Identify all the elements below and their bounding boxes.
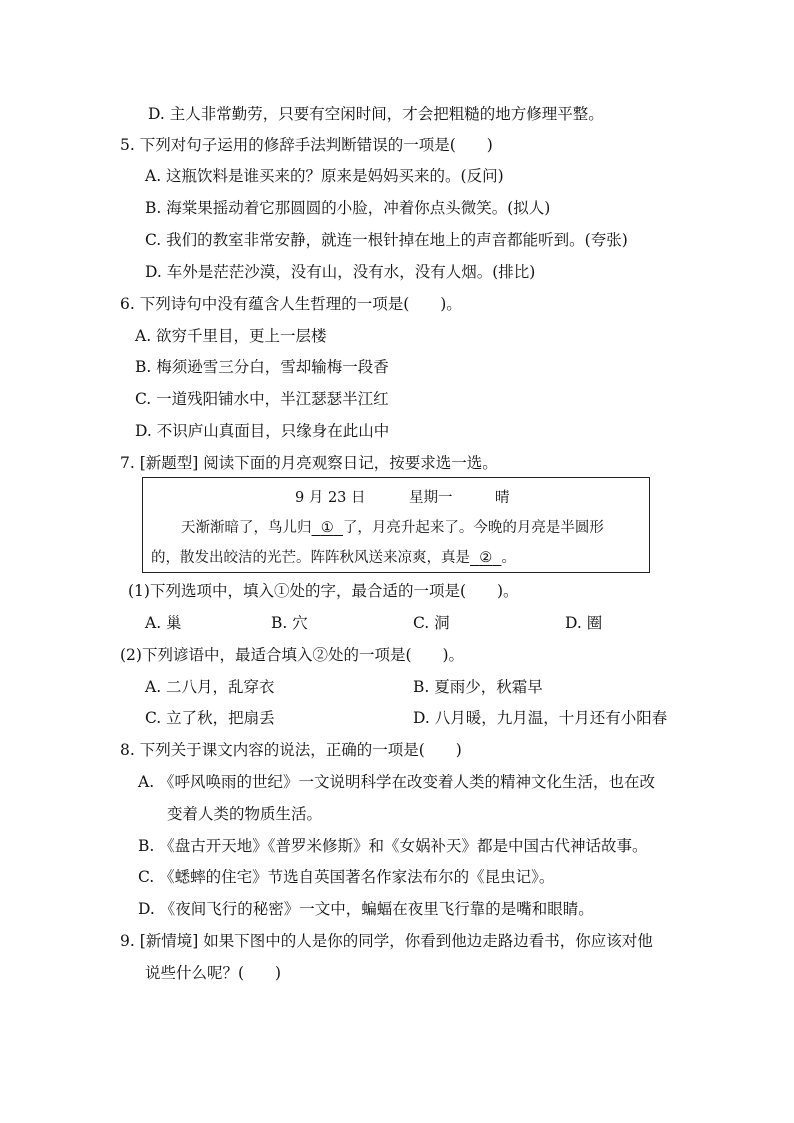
diary-weather: 晴 [495, 490, 510, 506]
diary-text: 天渐渐暗了，鸟儿归 [181, 520, 312, 536]
q6-stem: 6. 下列诗句中没有蕴含人生哲理的一项是( )。 [120, 295, 462, 313]
q7-sub2-option-b: B. 夏雨少，秋霜早 [413, 678, 543, 696]
q5-option-c: C. 我们的教室非常安静，就连一根针掉在地上的声音都能听到。(夸张) [145, 231, 628, 249]
diary-date: 9 月 23 日 [295, 490, 366, 506]
diary-blank-2: ② [479, 550, 493, 566]
q8-stem: 8. 下列关于课文内容的说法，正确的一项是( ) [120, 741, 462, 759]
q7-sub2-option-c: C. 立了秋，把扇丢 [145, 709, 275, 727]
q7-sub1-option-a: A. 巢 [145, 614, 182, 632]
q6-option-c: C. 一道残阳铺水中，半江瑟瑟半江红 [135, 390, 389, 408]
q4-option-d: D. 主人非常勤劳，只要有空闲时间，才会把粗糙的地方修理平整。 [148, 105, 604, 123]
q7-sub1-stem: (1)下列选项中，填入①处的字，最合适的一项是( )。 [128, 582, 519, 600]
q6-option-d: D. 不识庐山真面目，只缘身在此山中 [135, 422, 390, 440]
q7-stem: 7. [新题型] 阅读下面的月亮观察日记，按要求选一选。 [120, 454, 498, 472]
diary-line-1 [181, 518, 604, 538]
q8-option-b: B. 《盘古开天地》《普罗米修斯》和《女娲补天》都是中国古代神话故事。 [138, 837, 648, 855]
diary-blank-1: ① [320, 520, 334, 536]
q8-option-d: D. 《夜间飞行的秘密》一文中，蝙蝠在夜里飞行靠的是嘴和眼睛。 [138, 900, 594, 918]
q9-stem-line2: 说些什么呢？( ) [145, 964, 282, 982]
q7-sub1-option-c: C. 洞 [413, 614, 450, 632]
moon-diary-box [142, 477, 650, 573]
q6-option-b: B. 梅须逊雪三分白，雪却输梅一段香 [135, 358, 389, 376]
diary-weekday: 星期一 [409, 490, 453, 506]
q8-option-a-line2: 变着人类的物质生活。 [167, 805, 323, 823]
q8-option-c: C. 《蟋蟀的住宅》节选自英国著名作家法布尔的《昆虫记》。 [138, 868, 555, 886]
q7-sub2-stem: (2)下列谚语中，最适合填入②处的一项是( )。 [120, 646, 465, 664]
q7-sub2-option-d: D. 八月暖，九月温，十月还有小阳春 [413, 709, 668, 727]
q9-stem-line1: 9. [新情境] 如果下图中的人是你的同学，你看到他边走路边看书，你应该对他 [120, 932, 653, 950]
diary-text: 的，散发出皎洁的光芒。阵阵秋风送来凉爽，真是 [151, 550, 470, 566]
diary-text: 。 [501, 550, 516, 566]
diary-text: 了，月亮升起来了。今晚的月亮是半圆形 [342, 520, 604, 536]
q5-option-a: A. 这瓶饮料是谁买来的？原来是妈妈买来的。(反问) [145, 167, 504, 185]
q5-stem: 5. 下列对句子运用的修辞手法判断错误的一项是( ) [120, 136, 493, 154]
q7-sub1-option-b: B. 穴 [271, 614, 308, 632]
q6-option-a: A. 欲穷千里目，更上一层楼 [135, 327, 327, 345]
q7-sub1-option-d: D. 圈 [565, 614, 603, 632]
q7-sub2-option-a: A. 二八月，乱穿衣 [145, 678, 275, 696]
diary-line-2 [151, 548, 516, 568]
q8-option-a-line1: A. 《呼风唤雨的世纪》一文说明科学在改变着人类的精神文化生活，也在改 [138, 773, 656, 791]
q5-option-b: B. 海棠果摇动着它那圆圆的小脸，冲着你点头微笑。(拟人) [145, 199, 551, 217]
q5-option-d: D. 车外是茫茫沙漠，没有山，没有水，没有人烟。(排比) [145, 263, 536, 281]
